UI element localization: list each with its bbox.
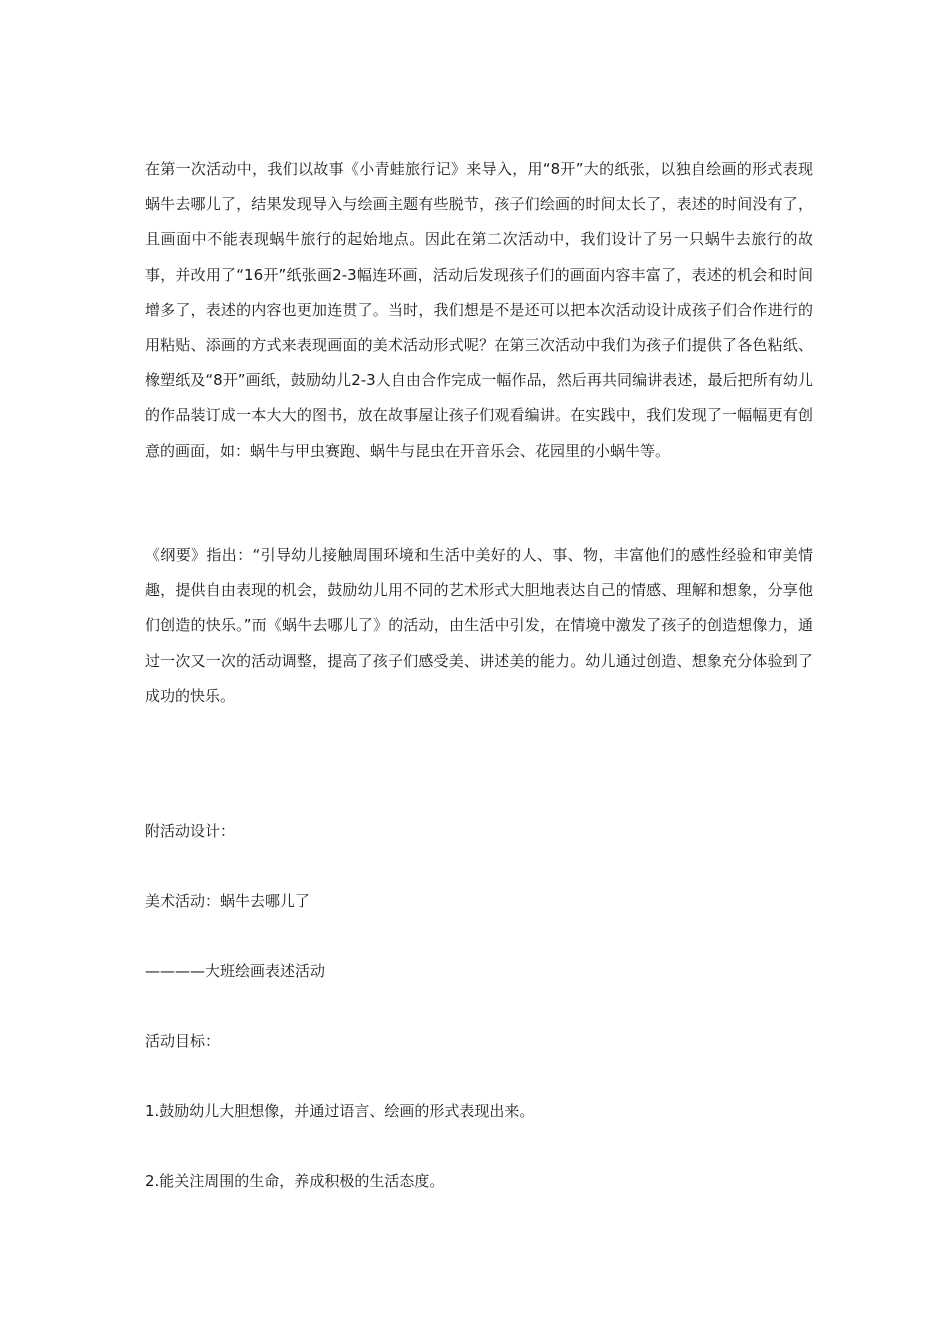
activity-subtitle: ————大班绘画表述活动 bbox=[145, 962, 326, 980]
appendix-label: 附活动设计： bbox=[145, 822, 236, 840]
goal-item-2: 2.能关注周围的生命，养成积极的生活态度。 bbox=[145, 1172, 445, 1190]
paragraph-activity-review: 在第一次活动中，我们以故事《小青蛙旅行记》来导入，用“8开”大的纸张，以独自绘画的形式表现蜗牛去哪儿了，结果发现导入与绘画主题有些脱节，孩子们绘画的时间太长了，表述的时间没有了，且画面中不能表现蜗牛旅行的起始地点。因此在第二次活动中，我们设计了另一只蜗牛去旅行的故事，并改用了“16开”纸张画2-3幅连环画，活动后发现孩子们的画面内容丰富了，表述的机会和时间增多了，表述的内容也更加连贯了。当时，我们想是不是还可以把本次活动设计成孩子们合作进行的用粘贴、添画的方式来表现画面的美术活动形式呢？在第三次活动中我们为孩子们提供了各色粘纸、橡塑纸及“8开”画纸，鼓励幼儿2-3人自由合作完成一幅作品，然后再共同编讲表述，最后把所有幼儿的作品装订成一本大大的图书，放在故事屋让孩子们观看编讲。在实践中，我们发现了一幅幅更有创意的画面，如：蜗牛与甲虫赛跑、蜗牛与昆虫在开音乐会、花园里的小蜗牛等。 bbox=[145, 160, 813, 460]
goals-label: 活动目标： bbox=[145, 1032, 221, 1050]
paragraph-guideline-quote: 《纲要》指出：“引导幼儿接触周围环境和生活中美好的人、事、物，丰富他们的感性经验和审美情趣，提供自由表现的机会，鼓励幼儿用不同的艺术形式大胆地表达自己的情感、理解和想象，分享他们创造的快乐。”而《蜗牛去哪儿了》的活动，由生活中引发，在情境中激发了孩子的创造想像力，通过一次又一次的活动调整，提高了孩子们感受美、讲述美的能力。幼儿通过创造、想象充分体验到了成功的快乐。 bbox=[145, 546, 813, 705]
activity-title: 美术活动：蜗牛去哪儿了 bbox=[145, 892, 311, 910]
goal-item-1: 1.鼓励幼儿大胆想像，并通过语言、绘画的形式表现出来。 bbox=[145, 1102, 535, 1120]
